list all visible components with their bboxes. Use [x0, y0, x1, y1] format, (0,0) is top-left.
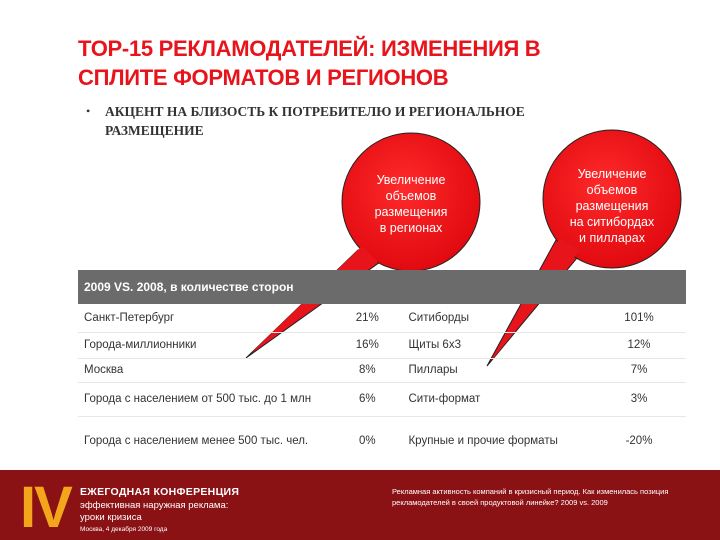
- region-pct-cell: 21%: [334, 304, 394, 332]
- table-row: [78, 416, 686, 466]
- format-cell: Крупные и прочие форматы: [408, 435, 558, 448]
- format-cell: Сити-формат: [394, 382, 586, 416]
- callout-left-line: в регионах: [379, 221, 443, 235]
- conference-subtitle-line2: уроки кризиса: [80, 512, 142, 523]
- conference-title: ЕЖЕГОДНАЯ КОНФЕРЕНЦИЯ: [80, 486, 240, 498]
- callout-left-line: Увеличение: [376, 173, 446, 187]
- table-row: [78, 332, 686, 358]
- table-row: [78, 382, 686, 416]
- table-header-text: 2009 VS. 2008, в количестве сторон: [84, 280, 294, 294]
- region-cell: Санкт-Петербург: [78, 304, 334, 332]
- callout-left-line: объемов: [385, 189, 437, 203]
- region-cell: Города с населением от 500 тыс. до 1 млн: [78, 382, 334, 416]
- format-pct-cell: 7%: [586, 358, 686, 382]
- table-row: [78, 304, 686, 332]
- region-pct-cell: 0%: [358, 435, 376, 448]
- format-cell: Пиллары: [394, 358, 586, 382]
- format-pct-cell: -20%: [625, 435, 653, 448]
- region-pct-cell: 8%: [334, 358, 394, 382]
- region-cell: Города с населением менее 500 тыс. чел.: [84, 435, 309, 448]
- format-pct-cell: 12%: [586, 332, 686, 358]
- callout-right-line: объемов: [586, 183, 638, 197]
- conference-date: Москва, 4 декабря 2009 года: [80, 526, 168, 533]
- region-pct-cell: 6%: [334, 382, 394, 416]
- callout-left-line: размещения: [374, 205, 448, 219]
- format-pct-cell: 101%: [586, 304, 686, 332]
- callout-left-text: [348, 172, 474, 236]
- format-cell: Щиты 6х3: [394, 332, 586, 358]
- table-row: [78, 358, 686, 382]
- callout-right-line: размещения: [575, 199, 649, 213]
- format-cell: Ситиборды: [394, 304, 586, 332]
- callout-right-line: на ситибордах: [569, 215, 655, 229]
- callout-right-text: [545, 166, 679, 246]
- footer-note: Рекламная активность компаний в кризисный период. Как изменилась позиция рекламодателей в своей продуктовой линейке? 2009 vs. 2009: [392, 487, 669, 507]
- bullet-marker: •: [86, 104, 91, 118]
- slide-title-line2: СПЛИТЕ ФОРМАТОВ И РЕГИОНОВ: [78, 65, 449, 90]
- bullet-text-line1: АКЦЕНТ НА БЛИЗОСТЬ К ПОТРЕБИТЕЛЮ И РЕГИОНАЛЬНОЕ: [105, 104, 525, 119]
- region-pct-cell: 16%: [334, 332, 394, 358]
- region-cell: Москва: [78, 358, 334, 382]
- callout-right-line: и пилларах: [579, 231, 645, 245]
- format-pct-cell: 3%: [586, 382, 686, 416]
- conference-logo-numeral: IV: [20, 475, 71, 540]
- bullet-text-line2: РАЗМЕЩЕНИЕ: [105, 123, 204, 138]
- slide-title-line1: TOP-15 РЕКЛАМОДАТЕЛЕЙ: ИЗМЕНЕНИЯ В: [78, 36, 541, 61]
- comparison-table: [78, 304, 686, 466]
- conference-subtitle: [80, 500, 228, 524]
- region-cell: Города-миллионники: [78, 332, 334, 358]
- conference-subtitle-line1: эффективная наружная реклама:: [80, 500, 229, 511]
- callout-right-line: Увеличение: [577, 167, 647, 181]
